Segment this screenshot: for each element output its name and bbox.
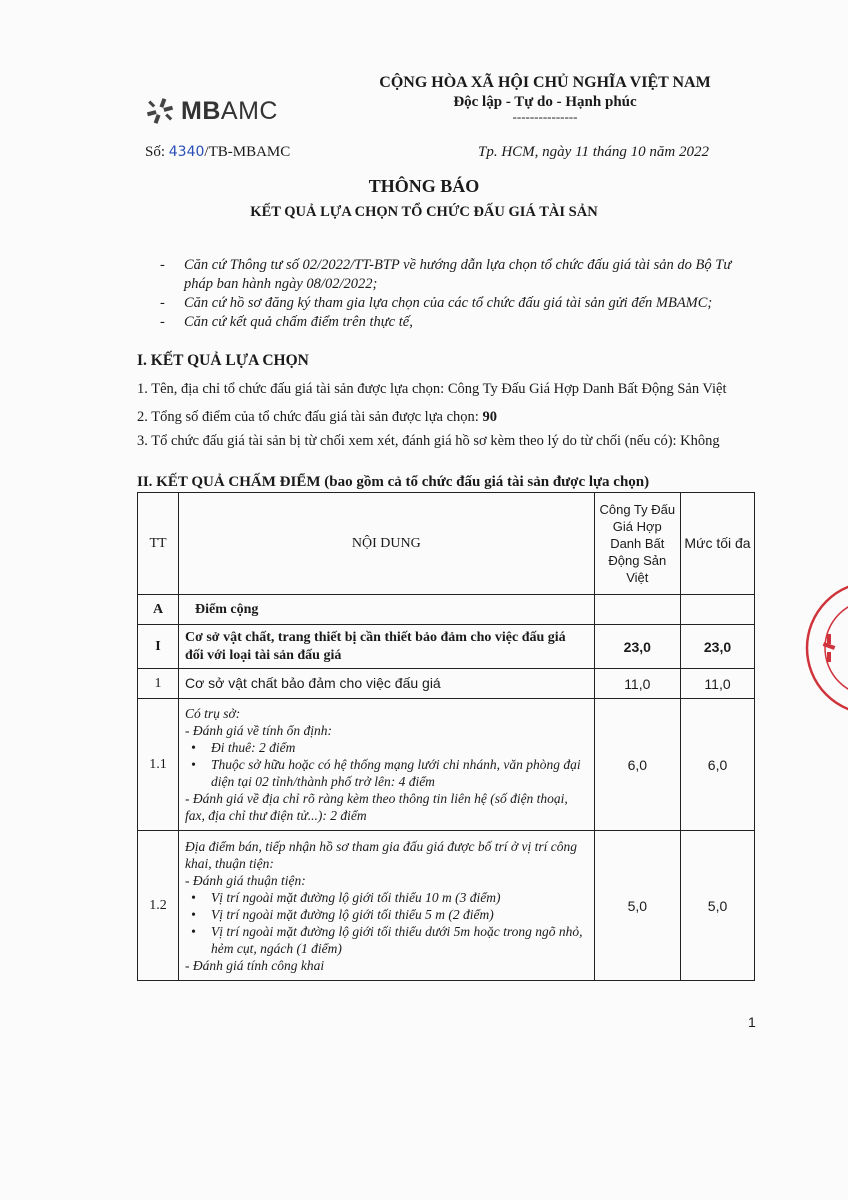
section-2-heading: II. KẾT QUẢ CHẤM ĐIỂM (bao gồm cả tổ chức đấu giá tài sản được lựa chọn) [137,474,650,490]
header-max: Mức tối đa [681,493,755,595]
section-1-item-2: 2. Tổng số điểm của tổ chức đấu giá tài sản được lựa chọn: 90 [137,409,497,425]
score-table [137,492,755,981]
document-title: THÔNG BÁO [368,176,480,196]
nation-line-2: Độc lập - Tự do - Hạnh phúc [453,94,637,110]
red-seal-stamp [795,578,848,718]
table-row: A Điểm cộng [138,595,755,625]
table-row: 1 Cơ sở vật chất bảo đảm cho việc đấu giá 11,0 11,0 [138,669,755,699]
table-row: 1.1 Có trụ sở: - Đánh giá về tính ổn định: • Đi thuê: 2 điểm • Thuộc sở hữu hoặc có hệ thống mạng lưới chi nhánh, văn phòng đại diện tại 02 tỉnh/thành phố trở lên: 4 điểm - Đánh giá về địa chỉ rõ ràng kèm theo thông tin liên hệ (số điện thoại, fax, địa chỉ thư điện tử...): 2 điểm 6,0 6,0 [138,699,755,831]
page-number: 1 [748,1014,756,1030]
header-organization: Công Ty Đấu Giá Hợp Danh Bất Động Sản Việt [594,493,680,595]
table-row: I Cơ sở vật chất, trang thiết bị cần thiết bảo đảm cho việc đấu giá đối với loại tài sản đấu giá 23,0 23,0 [138,625,755,669]
legal-basis-item: - Căn cứ hồ sơ đăng ký tham gia lựa chọn của các tổ chức đấu giá tài sản gửi đến MBAMC; [160,295,713,311]
legal-bases-list [160,256,750,332]
nation-line-3: --------------- [512,109,578,124]
star-burst-icon [145,96,175,126]
legal-basis-item: - Căn cứ kết quả chấm điểm trên thực tế, [160,314,413,330]
national-motto [370,74,720,125]
document-subtitle: KẾT QUẢ LỰA CHỌN TỔ CHỨC ĐẤU GIÁ TÀI SẢN [250,204,598,220]
legal-basis-item: - Căn cứ Thông tư số 02/2022/TT-BTP về hướng dẫn lựa chọn tổ chức đấu giá tài sản do Bộ Tư pháp ban hành ngày 08/02/2022; [160,257,732,292]
handwritten-number: 4340 [168,144,205,160]
section-1-item-1: 1. Tên, địa chỉ tổ chức đấu giá tài sản được lựa chọn: Công Ty Đấu Giá Hợp Danh Bất Động Sản Việt [137,381,727,397]
table-header-row [138,493,755,595]
document-number: Số: 4340/TB-MBAMC [145,144,291,160]
logo-text: MBAMC [181,96,278,125]
nation-line-1: CỘNG HÒA XÃ HỘI CHỦ NGHĨA VIỆT NAM [379,74,711,91]
header-content: NỘI DUNG [179,493,595,595]
table-row: 1.2 Địa điểm bán, tiếp nhận hồ sơ tham gia đấu giá được bố trí ở vị trí công khai, thuận tiện: - Đánh giá thuận tiện: • Vị trí ngoài mặt đường lộ giới tối thiểu 10 m (3 điểm) • Vị trí ngoài mặt đường lộ giới tối thiểu 5 m (2 điểm) • Vị trí ngoài mặt đường lộ giới tối thiểu dưới 5m hoặc trong ngõ nhỏ, hẻm cụt, ngách (1 điểm) - Đánh giá tính công khai 5,0 5,0 [138,831,755,981]
header-tt: TT [138,493,179,595]
section-1-item-3: 3. Tổ chức đấu giá tài sản bị từ chối xem xét, đánh giá hồ sơ kèm theo lý do từ chối (nếu có): Không [137,433,720,449]
mbamc-logo [145,96,278,126]
section-1-heading: I. KẾT QUẢ LỰA CHỌN [137,352,309,369]
document-date: Tp. HCM, ngày 11 tháng 10 năm 2022 [478,144,709,160]
